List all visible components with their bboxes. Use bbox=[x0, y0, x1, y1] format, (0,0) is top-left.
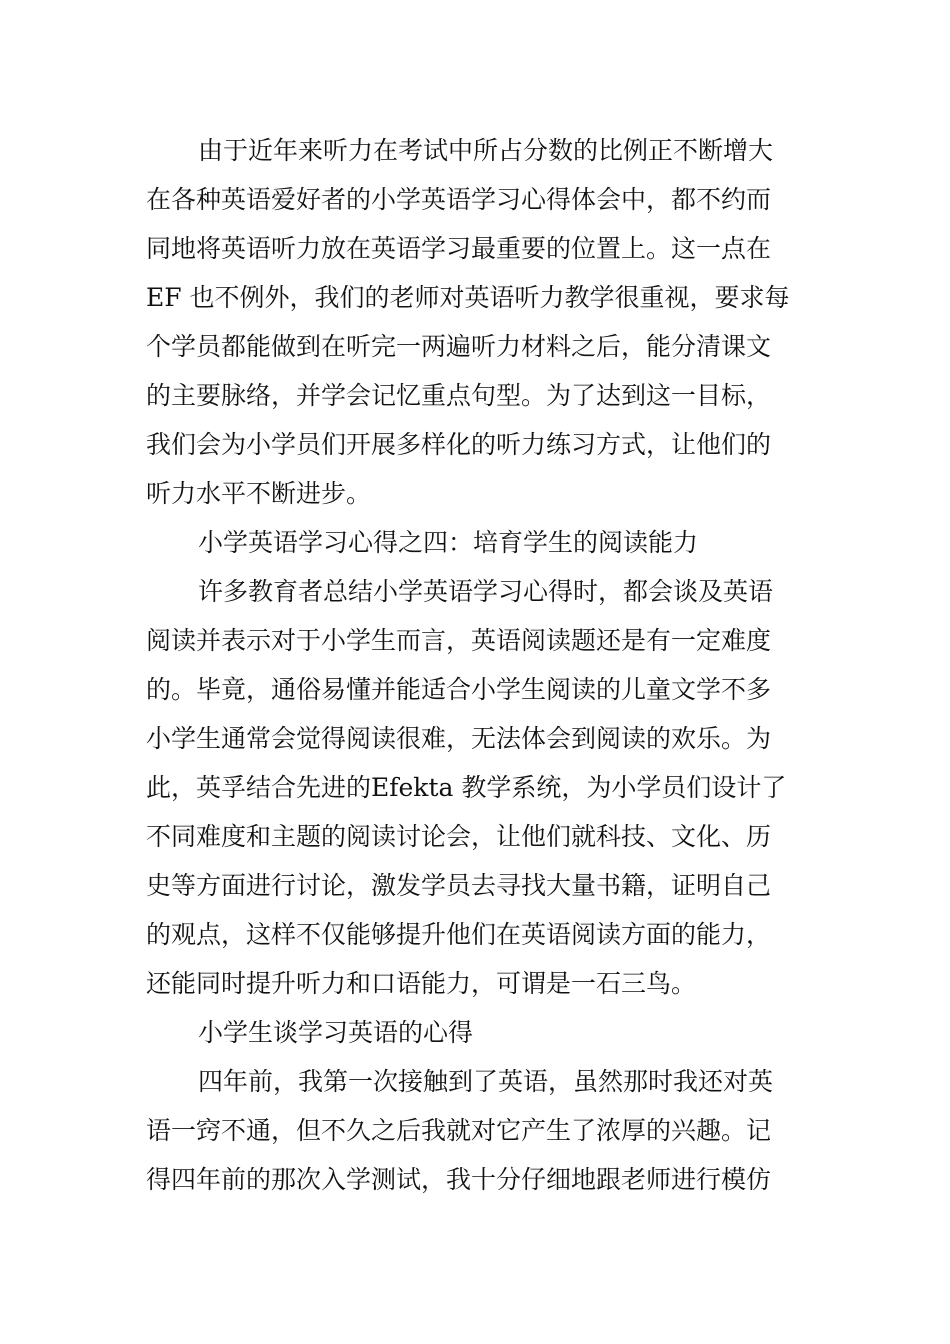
text-line: 的观点，这样不仅能够提升他们在英语阅读方面的能力， bbox=[146, 920, 772, 949]
text-line: 由于近年来听力在考试中所占分数的比例正不断增大 bbox=[198, 136, 774, 165]
text-line: 小学生通常会觉得阅读很难，无法体会到阅读的欢乐。为 bbox=[146, 724, 772, 753]
text-line: 四年前，我第一次接触到了英语，虽然那时我还对英 bbox=[198, 1067, 774, 1096]
text-line: 同地将英语听力放在英语学习最重要的位置上。这一点在 bbox=[146, 234, 772, 263]
text-line: 的。毕竟，通俗易懂并能适合小学生阅读的儿童文学不多 bbox=[146, 675, 772, 704]
text-line: 听力水平不断进步。 bbox=[146, 479, 372, 508]
text-line: 语一窍不通，但不久之后我就对它产生了浓厚的兴趣。记 bbox=[146, 1116, 772, 1145]
text-line: 的主要脉络，并学会记忆重点句型。为了达到这一目标， bbox=[146, 381, 772, 410]
text-line: 个学员都能做到在听完一两遍听力材料之后，能分清课文 bbox=[146, 332, 772, 361]
text-line: 许多教育者总结小学英语学习心得时，都会谈及英语 bbox=[198, 577, 774, 606]
section-heading-reading bbox=[146, 518, 808, 567]
paragraph-listening bbox=[146, 126, 808, 518]
text-line: 我们会为小学员们开展多样化的听力练习方式，让他们的 bbox=[146, 430, 772, 459]
text-line: 还能同时提升听力和口语能力，可谓是一石三鸟。 bbox=[146, 969, 697, 998]
section-heading-student-experience bbox=[146, 1008, 808, 1057]
paragraph-student-experience bbox=[146, 1057, 808, 1204]
heading-line: 小学英语学习心得之四：培育学生的阅读能力 bbox=[198, 528, 699, 557]
document-body bbox=[146, 126, 808, 1204]
text-line: 史等方面进行讨论，激发学员去寻找大量书籍，证明自己 bbox=[146, 871, 772, 900]
paragraph-reading bbox=[146, 567, 808, 1008]
text-line: 不同难度和主题的阅读讨论会，让他们就科技、文化、历 bbox=[146, 822, 772, 851]
heading-line: 小学生谈学习英语的心得 bbox=[198, 1018, 474, 1047]
text-line: 此，英孚结合先进的Efekta 教学系统，为小学员们设计了 bbox=[146, 773, 787, 802]
text-line: 阅读并表示对于小学生而言，英语阅读题还是有一定难度 bbox=[146, 626, 772, 655]
text-line: 得四年前的那次入学测试，我十分仔细地跟老师进行模仿 bbox=[146, 1165, 772, 1194]
text-line: 在各种英语爱好者的小学英语学习心得体会中，都不约而 bbox=[146, 185, 772, 214]
text-line: EF 也不例外，我们的老师对英语听力教学很重视，要求每 bbox=[146, 283, 790, 312]
